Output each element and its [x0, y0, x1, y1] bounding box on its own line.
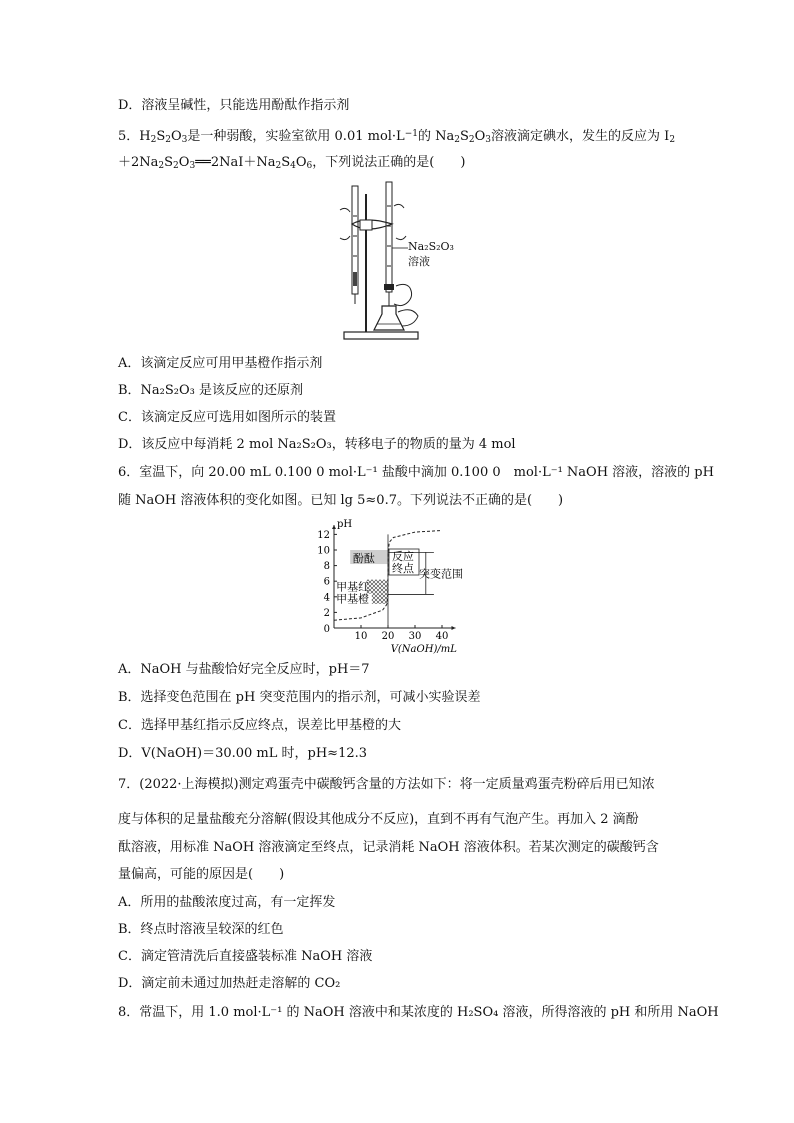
q5-stem-line2: $+2Na_2S_2O_3══2NaI+Na_2S_4O_6$，下列说法正确的是( )	[118, 155, 466, 171]
q5-option-b: B．Na₂S₂O₃ 是该反应的还原剂	[118, 383, 304, 398]
q7-stem-line2: 度与体积的足量盐酸充分溶解(假设其他成分不反应)，直到不再有气泡产生。再加入 2 滴酚	[118, 812, 639, 827]
methyl-red-region	[366, 580, 388, 594]
methyl-red-label: 甲基红	[336, 580, 370, 594]
q6-option-a: A．NaOH 与盐酸恰好完全反应时，pH＝7	[118, 662, 370, 677]
q5-stem-d: 溶液滴定碘水，发生的反应为 I	[491, 129, 670, 144]
q5-stem-a: H	[139, 129, 151, 144]
x-tick-label: 10	[354, 631, 368, 642]
q6-option-b: B．选择变色范围在 pH 突变范围内的指示剂，可减小实验误差	[118, 690, 481, 705]
q5-stem-line1: 5．$H_2S_2O_3$是一种弱酸，实验室欲用 0.01 $mol\cdot L^{-1}$的 $Na_2S_2O_3$溶液滴定碘水，发生的反应为 $I_2$	[118, 129, 676, 145]
y-tick-label: 4	[323, 592, 330, 604]
figure-label-solution: 溶液	[408, 255, 430, 268]
q7-option-a: A．所用的盐酸浓度过高，有一定挥发	[118, 895, 336, 910]
y-tick-label: 2	[323, 607, 330, 619]
y-tick-label: 8	[323, 561, 330, 573]
q7-option-c: C．滴定管清洗后直接盛装标准 NaOH 溶液	[118, 949, 373, 964]
phenolphthalein-label: 酚酞	[352, 551, 375, 565]
endpoint-label-2: 终点	[392, 562, 414, 575]
endpoint-label-1: 反应	[392, 550, 414, 563]
q6-option-c: C．选择甲基红指示反应终点，误差比甲基橙的大	[118, 718, 401, 733]
q5-stem-c: 的 Na	[417, 129, 455, 144]
q7-stem-line1: 7．(2022·上海模拟)测定鸡蛋壳中碳酸钙含量的方法如下：将一定质量鸡蛋壳粉碎后用已知浓	[118, 777, 655, 792]
q7-stem-line3: 酞溶液，用标准 NaOH 溶液滴定至终点，记录消耗 NaOH 溶液体积。若某次测定的碳酸钙含	[118, 840, 659, 855]
q5-option-c: C．该滴定反应可选用如图所示的装置	[118, 410, 336, 425]
y-axis-arrow	[332, 525, 336, 529]
y-tick-label: 10	[317, 545, 330, 557]
x-axis-arrow	[452, 626, 456, 630]
x-tick-label: 20	[381, 631, 395, 642]
x-tick-label: 30	[408, 631, 422, 642]
q8-stem-line1: 8．常温下，用 1.0 mol·L⁻¹ 的 NaOH 溶液中和某浓度的 H₂SO₄ 溶液，所得溶液的 pH 和所用 NaOH	[118, 1005, 719, 1020]
q5-stem-b: 是一种弱酸，实验室欲用 0.01 mol·L	[187, 129, 405, 144]
q7-stem-line4: 量偏高，可能的原因是( )	[118, 867, 285, 882]
titration-curve-chart	[308, 516, 488, 656]
q4-option-d: D．溶液呈碱性，只能选用酚酞作指示剂	[118, 98, 350, 113]
q5-line2-b: ══2NaI＋Na	[195, 155, 276, 170]
origin-label: 0	[323, 624, 330, 635]
q5-line2-c: ，下列说法正确的是( )	[312, 155, 466, 170]
methyl-orange-region	[372, 594, 388, 604]
x-axis-label: V(NaOH)/mL	[390, 644, 457, 655]
jump-range-label: 突变范围	[419, 567, 464, 581]
q7-option-b: B．终点时溶液呈较深的红色	[118, 922, 284, 937]
q5-option-d: D．该反应中每消耗 2 mol Na₂S₂O₃，转移电子的物质的量为 4 mol	[118, 437, 516, 452]
q6-stem-line1: 6．室温下，向 20.00 mL 0.100 0 mol·L⁻¹ 盐酸中滴加 0.100 0 mol·L⁻¹ NaOH 溶液，溶液的 pH	[118, 465, 714, 480]
x-tick-label: 40	[435, 631, 449, 642]
titration-apparatus-figure	[330, 176, 480, 346]
y-tick-label: 12	[317, 529, 330, 541]
q6-option-d: D．V(NaOH)＝30.00 mL 时，pH≈12.3	[118, 746, 368, 761]
q5-number: 5．	[118, 129, 140, 144]
q7-option-d: D．滴定前未通过加热赶走溶解的 CO₂	[118, 976, 341, 991]
q6-stem-line2: 随 NaOH 溶液体积的变化如图。已知 lg 5≈0.7。下列说法不正确的是( )	[118, 493, 564, 508]
y-axis-label: pH	[337, 519, 353, 531]
q5-option-a: A．该滴定反应可用甲基橙作指示剂	[118, 356, 323, 371]
q5-line2-a: ＋2Na	[118, 155, 159, 170]
y-tick-label: 6	[323, 576, 330, 588]
figure-label-solution-formula: Na₂S₂O₃	[408, 240, 454, 253]
methyl-orange-label: 甲基橙	[336, 592, 370, 606]
